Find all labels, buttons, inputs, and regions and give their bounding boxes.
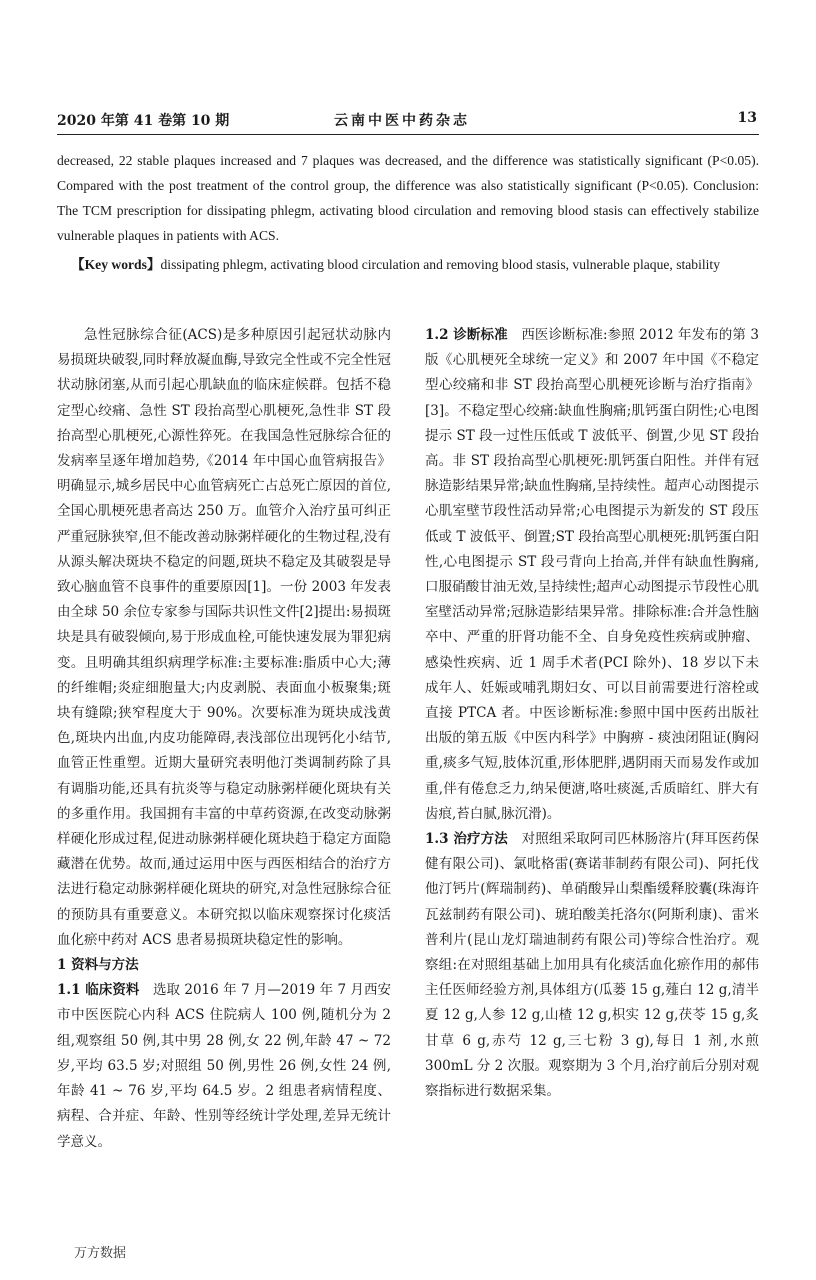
clinical-data-paragraph (57, 978, 391, 1154)
treatment-label: 1.3 治疗方法 (425, 831, 508, 848)
journal-title: 云南中医中药杂志 (334, 113, 470, 129)
section-heading-materials-methods: 1 资料与方法 (57, 957, 139, 974)
diagnosis-label: 1.2 诊断标准 (425, 327, 508, 343)
journal-issue: 2020 年第 41 卷第 10 期 (57, 113, 230, 129)
introduction-paragraph: 急性冠脉综合征(ACS)是多种原因引起冠状动脉内易损斑块破裂,同时释放凝血酶,导致完全性或不完全性冠状动脉闭塞,从而引起心肌缺血的临床症候群。包括不稳定型心绞痛、急性 ST 段抬高型心肌梗死,急性非 ST 段抬高型心肌梗死,心源性猝死。在我国急性冠脉综合征的发病率呈逐年增加趋势,《2014 年中国心血管病报告》明确显示,城乡居民中心血管病死亡占总死亡原因的首位,全国心肌梗死患者高达 250 万。血管介入治疗虽可纠正严重冠脉狭窄,但不能改善动脉粥样硬化的生物过程,没有从源头解决斑块不稳定的问题,斑块不稳定及其破裂是导致心脑血管不良事件的重要原因[1]。一份 2003 年发表由全球 50 余位专家参与国际共识性文件[2]提出:易损斑块是具有破裂倾向,易于形成血栓,可能快速发展为罪犯病变。且明确其组织病理学标准:主要标准:脂质中心大;薄的纤维帽;炎症细胞量大;内皮剥脱、表面血小板聚集;斑块有缝隙;狭窄程度大于 90%。次要标准为斑块成浅黄色,斑块内出血,内皮功能障碍,表浅部位出现钙化小结节,血管正性重塑。近期大量研究表明他汀类调制药除了具有调脂功能,还具有抗炎等与稳定动脉粥样硬化斑块有关的多重作用。我国拥有丰富的中草药资源,在改变动脉粥样硬化形成过程,促进动脉粥样硬化斑块趋于稳定方面隐藏潜在优势。故而,通过运用中医与西医相结合的治疗方法进行稳定动脉粥样硬化斑块的研究,对急性冠脉综合征的预防具有重要意义。本研究拟以临床观察探讨化痰活血化瘀中药对 ACS 患者易损斑块稳定性的影响。 (57, 327, 391, 948)
running-header (57, 108, 759, 135)
left-column (57, 323, 391, 1155)
page-number: 13 (737, 110, 757, 126)
english-abstract (57, 148, 759, 277)
abstract-text: decreased, 22 stable plaques increased and 7 plaques was decreased, and the difference was statistically significant (P<0.05). Compared with the post treatment of the control group, the difference was also statistically significant (P<0.05). Conclusion: The TCM prescription for dissipating phlegm, activating blood circulation and removing blood stasis can effectively stabilize vulnerable plaques in patients with ACS. (57, 153, 759, 243)
clinical-data-label: 1.1 临床资料 (57, 982, 140, 999)
right-column (425, 323, 759, 1104)
diagnosis-paragraph (425, 323, 759, 827)
treatment-paragraph (425, 827, 759, 1104)
diagnosis-text: 西医诊断标准:参照 2012 年发布的第 3 版《心肌梗死全球统一定义》和 2007 年中国《不稳定型心绞痛和非 ST 段抬高型心肌梗死诊断与治疗指南》[3]。不稳定型心绞痛:缺血性胸痛;肌钙蛋白阴性;心电图提示 ST 段一过性压低或 T 波低平、倒置,少见 ST 段抬高。非 ST 段抬高型心肌梗死:肌钙蛋白阳性。并伴有冠脉造影结果异常;缺血性胸痛,呈持续性。超声心动图提示心肌室壁节段性活动异常;心电图提示为新发的 ST 段压低或 T 波低平、倒置;ST 段抬高型心肌梗死:肌钙蛋白阳性,心电图提示 ST 段弓背向上抬高,并伴有缺血性胸痛,口服硝酸甘油无效,呈持续性;超声心动图提示节段性心肌室壁活动异常;冠脉造影结果异常。排除标准:合并急性脑卒中、严重的肝肾功能不全、自身免疫性疾病或肿瘤、感染性疾病、近 1 周手术者(PCI 除外)、18 岁以下未成年人、妊娠或哺乳期妇女、可以目前需要进行溶栓或直接 PTCA 者。中医诊断标准:参照中国中医药出版社出版的第五版《中医内科学》中胸痹 - 痰浊闭阻证(胸闷重,痰多气短,肢体沉重,形体肥胖,遇阴雨天而易发作或加重,伴有倦怠乏力,纳呆便溏,咯吐痰涎,舌质暗红、胖大有齿痕,苔白腻,脉沉滑)。 (425, 327, 759, 822)
clinical-data-text: 选取 2016 年 7 月—2019 年 7 月西安市中医医院心内科 ACS 住院病人 100 例,随机分为 2 组,观察组 50 例,其中男 28 例,女 22 例,年龄 47 ~ 72 岁,平均 63.5 岁;对照组 50 例,男性 26 例,女性 24 例,年龄 41 ~ 76 岁,平均 64.5 岁。2 组患者病情程度、病程、合并症、年龄、性别等经统计学处理,差异无统计学意义。 (57, 982, 391, 1150)
keywords-text: dissipating phlegm, activating blood circulation and removing blood stasis, vulnerable plaque, stability (160, 257, 721, 272)
keywords-label: 【Key words】 (71, 257, 161, 272)
treatment-text: 对照组采取阿司匹林肠溶片(拜耳医药保健有限公司)、氯吡格雷(赛诺菲制药有限公司)、阿托伐他汀钙片(辉瑞制药)、单硝酸异山梨酯缓释胶囊(珠海许瓦兹制药有限公司)、琥珀酸美托洛尔(阿斯利康)、雷米普利片(昆山龙灯瑞迪制药有限公司)等综合性治疗。观察组:在对照组基础上加用具有化痰活血化瘀作用的郝伟主任医师经验方剂,具体组方(瓜蒌 15 g,薤白 12 g,清半夏 12 g,人参 12 g,山楂 12 g,枳实 12 g,茯苓 15 g,炙甘草 6 g,赤芍 12 g,三七粉 3 g),每日 1 剂,水煎 300mL 分 2 次服。观察期为 3 个月,治疗前后分别对观察指标进行数据采集。 (425, 831, 760, 1100)
watermark-footer: 万方数据 (74, 1246, 127, 1261)
keywords (57, 252, 759, 277)
